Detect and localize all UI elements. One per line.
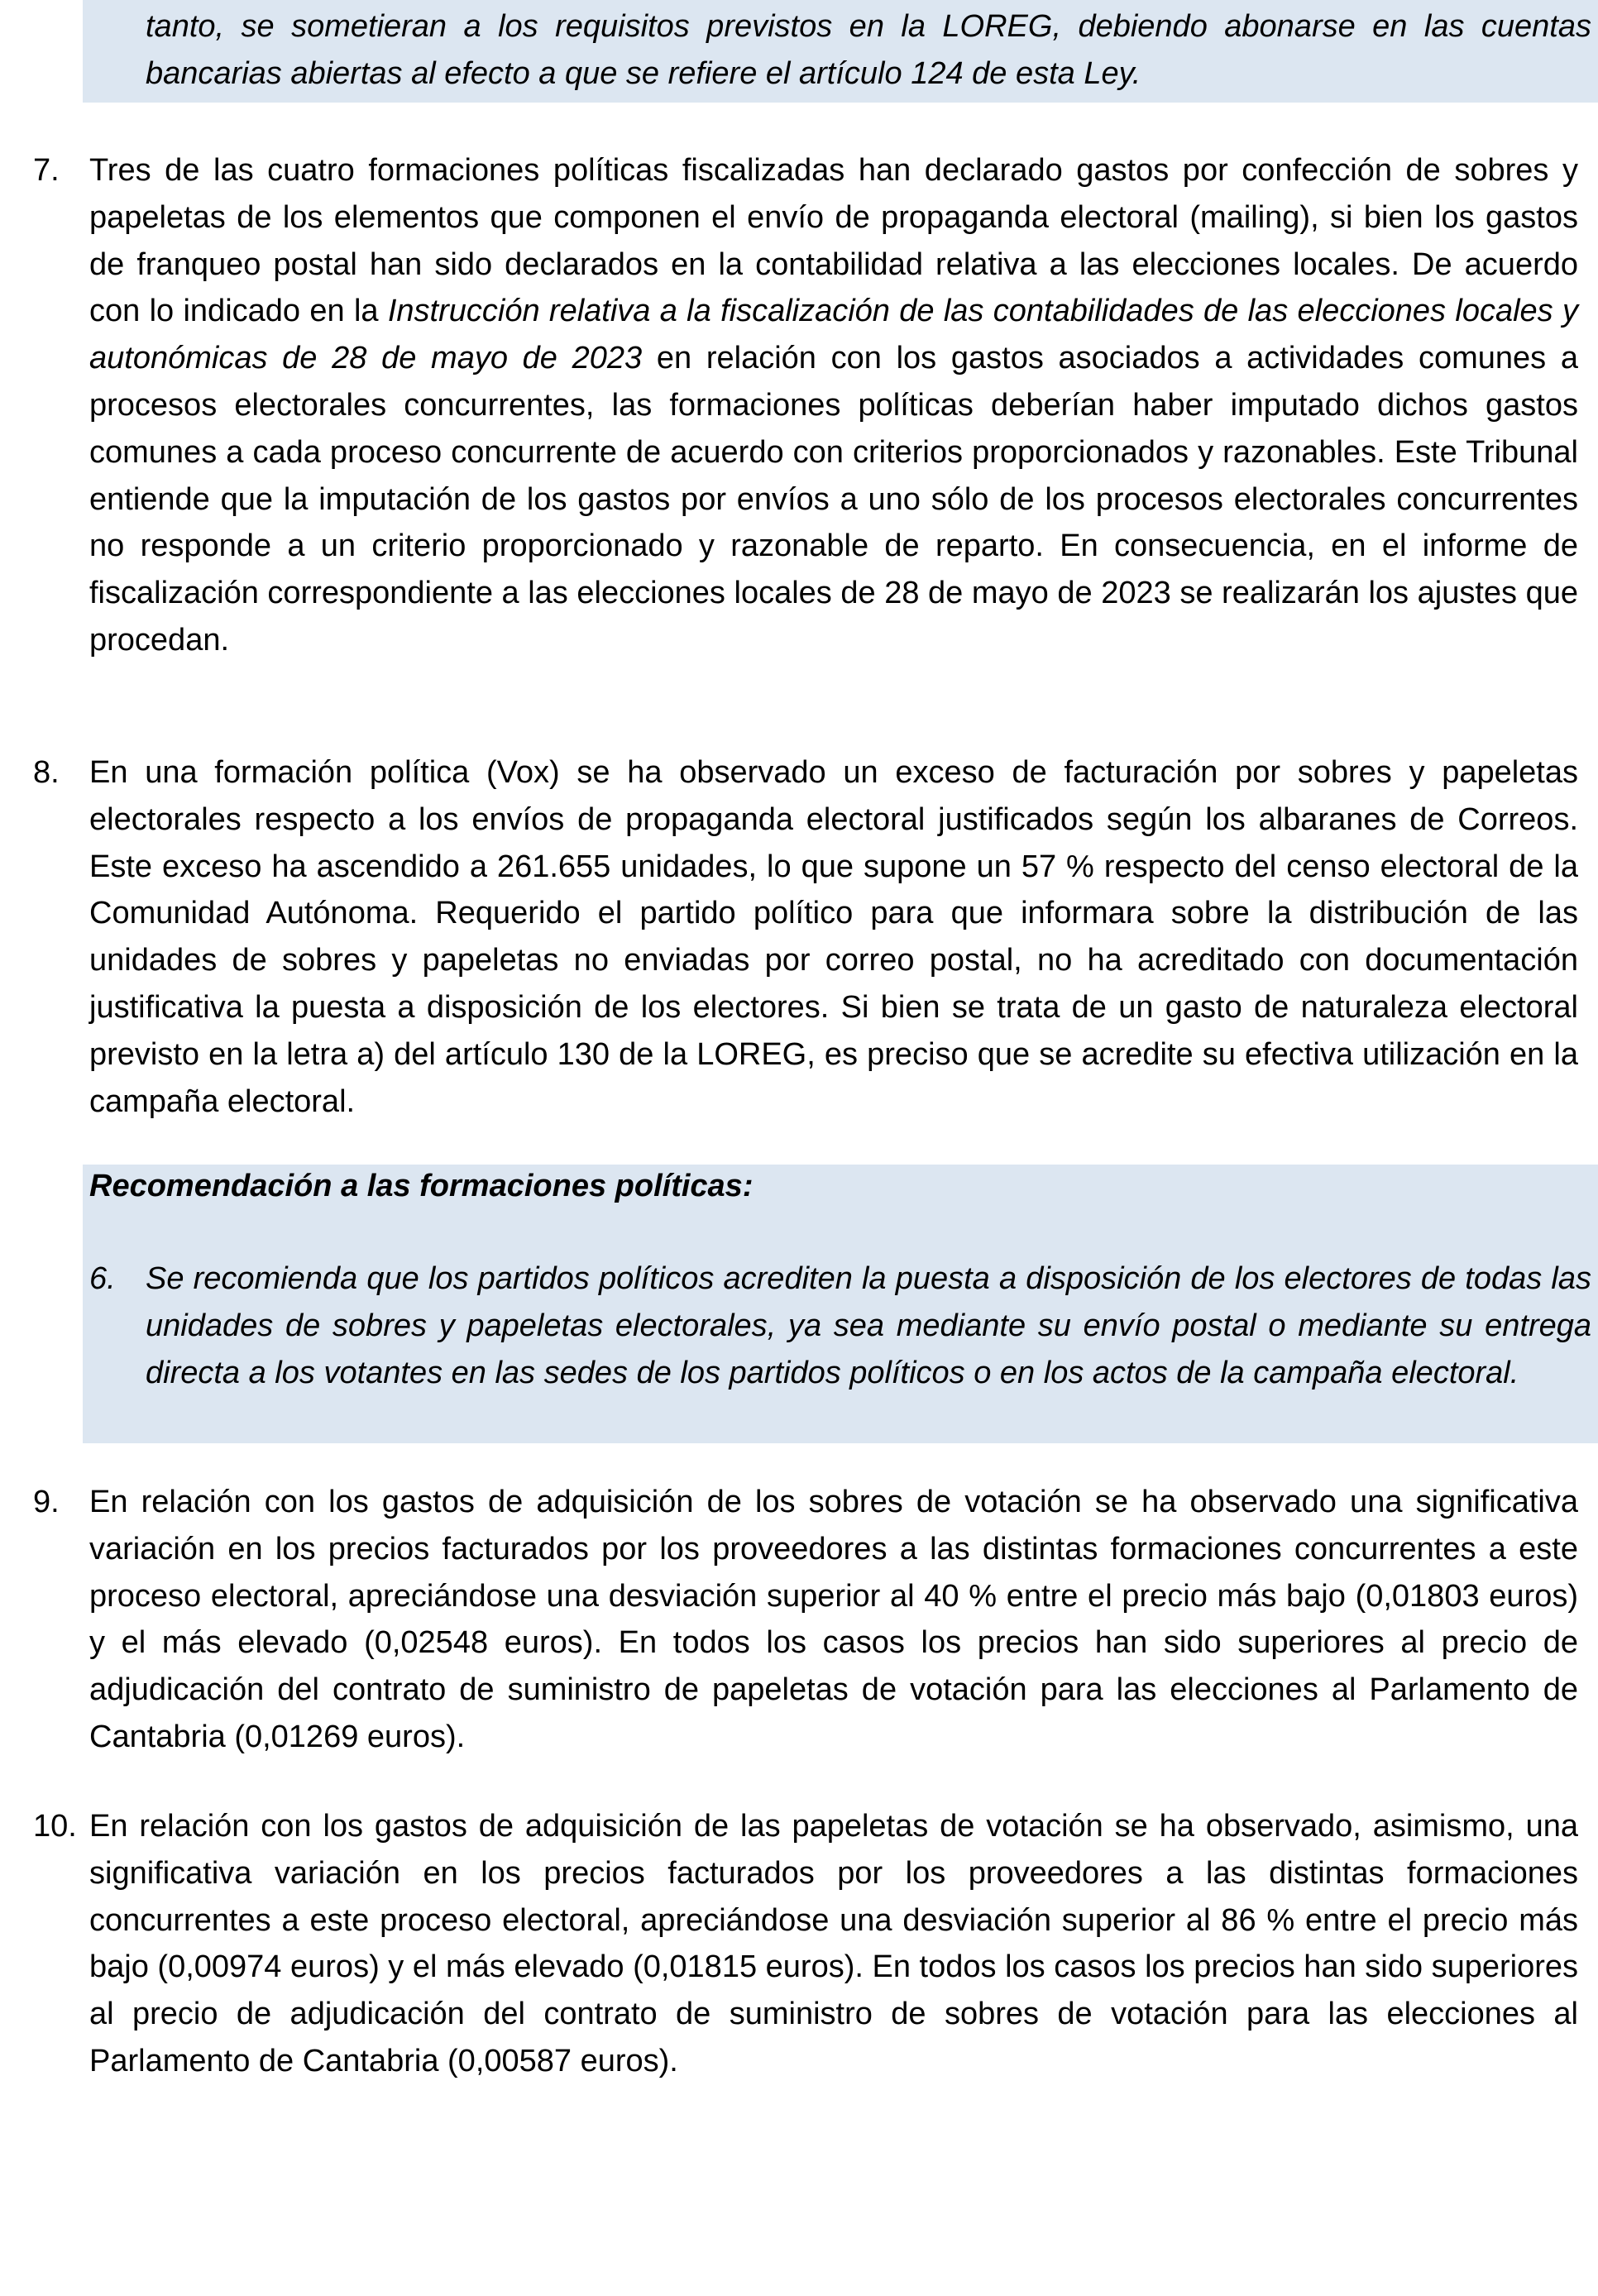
item-10-paragraph: En relación con los gastos de adquisición de las papeletas de votación se ha observado, asimismo, una significativa variación en los precios facturados por los proveedores a las distintas formaciones concurrentes a este proceso electoral, apreciándose una desviación superior al 86 % entre el precio más bajo (0,00974 euros) y el más elevado (0,01815 euros). En todos los casos los precios han sido superiores al precio de adjudicación del contrato de suministro de sobres de votación para las elecciones al Parlamento de Cantabria (0,00587 euros). [89,1809,1578,2078]
item-8-paragraph: En una formación política (Vox) se ha observado un exceso de facturación por sobres y papeletas electorales respecto a los envíos de propaganda electoral justificados según los albaranes de Correos. Este exceso ha ascendido a 261.655 unidades, lo que supone un 57 % respecto del censo electoral de la Comunidad Autónoma. Requerido el partido político para que informara sobre la distribución de las unidades de sobres y papeletas no enviadas por correo postal, no ha acreditado con documentación justificativa la puesta a disposición de los electores. Si bien se trata de un gasto de naturaleza electoral previsto en la letra a) del artículo 130 de la LOREG, es preciso que se acredite su efectiva utilización en la campaña electoral. [89,755,1578,1119]
item-number: 8. [33,755,60,790]
item-number: 10. [33,1809,77,1844]
recommendation-heading: Recomendación a las formaciones políticas: [89,1169,754,1203]
top-recommendation-text: tanto, se sometieran a los requisitos previstos en la LOREG, debiendo abonarse en las cuentas bancarias abiertas al efecto a que se refiere el artículo 124 de esta Ley. [146,9,1591,91]
recommendation-number: 6. [89,1261,116,1296]
item-number: 7. [33,153,60,188]
item-7-instruction-title: Instrucción relativa a la fiscalización de las contabilidades de las elecciones locales y autonómicas de 28 de mayo de 2023 [89,294,1578,376]
item-7-paragraph [89,147,1578,664]
item-7-text-part2: en relación con los gastos asociados a actividades comunes a procesos electorales concurrentes, las formaciones políticas deberían haber imputado dichos gastos comunes a cada proceso concurrente de acuerdo con criterios proporcionados y razonables. Este Tribunal entiende que la imputación de los gastos por envíos a uno sólo de los procesos electorales concurrentes no responde a un criterio proporcionado y razonable de reparto. En consecuencia, en el informe de fiscalización correspondiente a las elecciones locales de 28 de mayo de 2023 se realizarán los ajustes que procedan. [89,341,1578,658]
recommendation-text: Se recomienda que los partidos políticos acrediten la puesta a disposición de los electores de todas las unidades de sobres y papeletas electorales, ya sea mediante su envío postal o mediante su entrega directa a los votantes en las sedes de los partidos políticos o en los actos de la campaña electoral. [146,1261,1591,1390]
item-9-paragraph: En relación con los gastos de adquisición de los sobres de votación se ha observado una significativa variación en los precios facturados por los proveedores a las distintas formaciones concurrentes a este proceso electoral, apreciándose una desviación superior al 40 % entre el precio más bajo (0,01803 euros) y el más elevado (0,02548 euros). En todos los casos los precios han sido superiores al precio de adjudicación del contrato de suministro de papeletas de votación para las elecciones al Parlamento de Cantabria (0,01269 euros). [89,1485,1578,1754]
item-7-text-part1: Tres de las cuatro formaciones políticas fiscalizadas han declarado gastos por confección de sobres y papeletas de los elementos que componen el envío de propaganda electoral (mailing), si bien los gastos de franqueo postal han sido declarados en la contabilidad relativa a las elecciones locales. De acuerdo con lo indicado en la [89,153,1578,329]
item-number: 9. [33,1485,60,1519]
